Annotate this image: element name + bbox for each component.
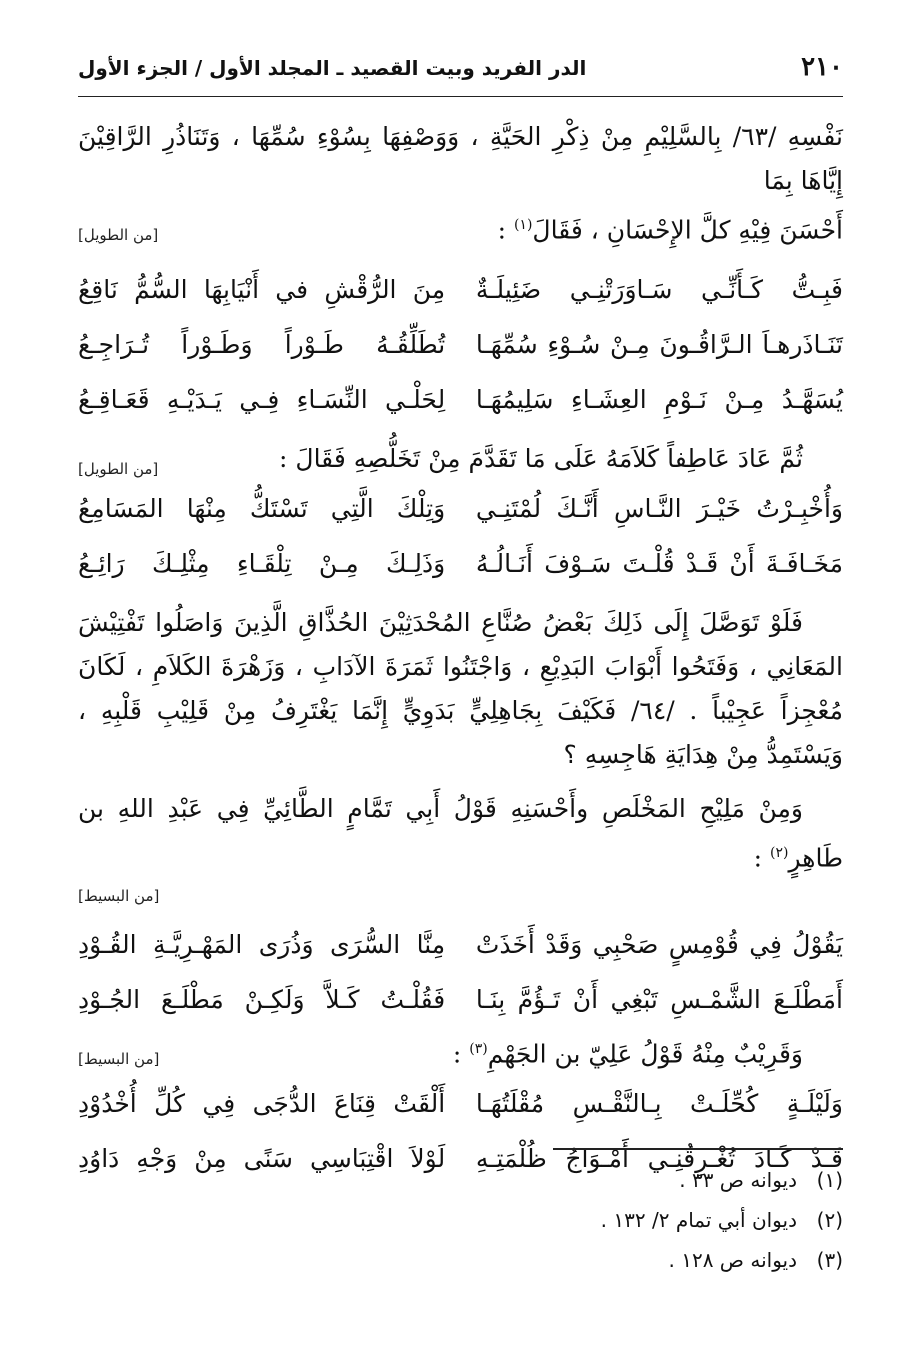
footnote-text: ديوانه ص ١٢٨ . <box>668 1248 797 1272</box>
second-hemistich: لَوْلاَ اقْتِبَاسِي سَنًى مِنْ وَجْهِ دَاوُدِ <box>78 1143 446 1173</box>
running-title: الدر الفريد وبيت القصيد ـ المجلد الأول / الجزء الأول <box>78 56 587 80</box>
verse-line <box>78 536 843 591</box>
paragraph-4-text: وَمِنْ مَلِيْحِ المَخْلَصِ وأَحْسَنِهِ قَوْلُ أَبِي تَمَّامٍ الطَّائِيِّ فِي عَبْدِ اللهِ بن طَاهِرٍ <box>78 794 843 873</box>
second-hemistich: لِحَلْـي النِّسَـاءِ فِـي يَـدَيْـهِ قَعَـاقِـعُ <box>78 385 446 415</box>
footnote-ref-3: (٣) <box>469 1040 488 1057</box>
meter-line-3 <box>78 881 843 917</box>
second-hemistich: وَتِلْكَ الَّتِي تَسْتَكُّ مِنْهَا المَسَامِعُ <box>78 494 446 524</box>
second-hemistich: وَذَلِـكَ مِـنْ تِلْقَـاءِ مِثْلِـكَ رَائِـعُ <box>78 549 446 579</box>
second-hemistich: فَقُلْـتُ كَـلاَّ وَلَكِـنْ مَطْلَـعَ الجُـوْدِ <box>78 984 446 1014</box>
footnote-item <box>78 1240 843 1280</box>
first-hemistich: مَخَـافَـةَ أَنْ قَـدْ قُلْـتَ سَـوْفَ أَنَـالُـهُ <box>475 549 843 579</box>
meter-label-3: [من البسيط] <box>78 886 160 905</box>
paragraph-1-text: أَحْسَنَ فِيْهِ كلَّ الإِحْسَانِ ، فَقَالَ <box>532 215 843 245</box>
paragraph-1-line-2 <box>78 203 843 252</box>
second-hemistich: مِنَ الرُّقْشِ في أَنْيَابِهَا السُّمُّ نَاقِعُ <box>78 275 446 305</box>
footnote-item <box>78 1160 843 1200</box>
paragraph-2-text: ثُمَّ عَادَ عَاطِفاً كَلاَمَهُ عَلَى مَا تَقَدَّمَ مِنْ تَخَلُّصِهِ فَقَالَ : <box>279 444 803 474</box>
second-hemistich: مِنَّا السُّرَى وَذُرَى المَهْـرِيَّـةِ القُـوْدِ <box>78 929 446 959</box>
verse-line <box>78 972 843 1027</box>
paragraph-5-text: وَقَرِيْبٌ مِنْهُ قَوْلُ عَلِيّ بن الجَهْمِ <box>487 1038 803 1068</box>
paragraph-3: فَلَوْ تَوَصَّلَ إِلَى ذَلِكَ بَعْضُ صُنَّاعِ المُحْدَثِيْنَ الحُذَّاقِ الَّذِينَ وَاصَلُوا تَفْتِيْشَ المَعَانِي ، وَفَتَحُوا أَبْوَابَ البَدِيْعِ ، وَاجْتَنُوا ثَمَرَةَ الآدَابِ ، وَزَهْرَةَ الكَلاَمِ ، لَكَانَ مُعْجِزاً عَجِيْباً . /٦٤/ فَكَيْفَ بِجَاهِلِيٍّ بَدَوِيٍّ إِنَّمَا يَغْتَرِفُ مِنْ قَلِيْبِ قَلْبِهِ ، وَيَسْتَمِدُّ مِنْ هِدَايَةِ هَاجِسِهِ ؟ <box>78 608 844 770</box>
paragraph-2 <box>78 437 843 481</box>
footnotes <box>78 1148 843 1280</box>
first-hemistich: يَقُوْلُ فِي قُوْمِسٍ صَحْبِي وَقَدْ أَخَذَتْ <box>475 929 843 959</box>
footnote-text: ديوانه ص ٣٣ . <box>679 1168 797 1192</box>
meter-label-1: [من الطويل] <box>78 226 159 244</box>
footnote-number: (٣) <box>816 1248 843 1272</box>
colon: : <box>497 215 514 245</box>
first-hemistich: وَلَيْلَـةٍ كُحِّلَـتْ بِـالنَّقْـسِ مُقْلَتُهَـا <box>475 1088 843 1118</box>
colon: : <box>452 1038 470 1068</box>
first-hemistich: وَأُخْبِـرْتُ خَيْـرَ النَّـاسِ أَنَّـكَ لُمْتَنِـي <box>475 494 843 524</box>
verse-line <box>78 372 843 427</box>
meter-label-2: [من الطويل] <box>78 460 159 479</box>
poem-3 <box>78 917 843 1027</box>
first-hemistich: يُسَهَّـدُ مِـنْ نَـوْمِ العِشَـاءِ سَلِيمُهَـا <box>475 385 843 415</box>
poem-1 <box>78 262 843 427</box>
colon: : <box>753 843 771 873</box>
second-hemistich: أَلْقَتْ قِنَاعَ الدُّجَى فِي كُلِّ أُخْدُوْدِ <box>78 1088 446 1118</box>
first-hemistich: أَمَطْلَـعَ الشَّمْـسِ تَبْغِي أَنْ تَـؤُمَّ بِنَـا <box>475 984 843 1014</box>
first-hemistich: فَبِـتُّ كَـأَنِّـي سَـاوَرَتْنِـي ضَئِيلَـةٌ <box>475 275 843 305</box>
page-body <box>78 52 843 1186</box>
verse-line <box>78 262 843 317</box>
first-hemistich: قَـدْ كَـادَ تُغْـرِقُنِـي أَمْـوَاجُ ظُلْمَتِـهِ <box>475 1143 843 1173</box>
verse-line <box>78 917 843 972</box>
first-hemistich: تَنَـاذَرهـاَ الـرَّاقُـونَ مِـنْ سُـوْءِ سُمِّهَـا <box>475 330 843 360</box>
paragraph-1-line-1: نَفْسِهِ /٦٣/ بِالسَّلِيْمِ مِنْ ذِكْرِ الحَيَّةِ ، وَوَصْفِهَا بِسُوْءِ سُمِّهَا ، وَتَنَاذُرِ الرَّاقِيْنَ إِيَّاهَا بِمَا <box>78 122 843 195</box>
page-number: ٢١٠ <box>801 52 843 82</box>
verse-line <box>78 1076 843 1131</box>
footnote-number: (٢) <box>816 1208 843 1232</box>
paragraph-4 <box>78 787 843 880</box>
page-header <box>78 52 843 97</box>
footnote-item <box>78 1200 843 1240</box>
footnote-ref-1: (١) <box>513 217 533 233</box>
second-hemistich: تُطَلِّقُـهُ طَـوْراً وَطَـوْراً تُـرَاجِـعُ <box>78 330 446 360</box>
footnote-number: (١) <box>816 1168 843 1192</box>
meter-label-4: [من البسيط] <box>78 1049 160 1068</box>
poem-2 <box>78 481 843 591</box>
verse-line <box>78 317 843 372</box>
footnote-text: ديوان أبي تمام ٢/ ١٣٢ . <box>600 1208 797 1232</box>
paragraph-5 <box>78 1027 843 1076</box>
footnote-ref-2: (٢) <box>770 845 789 862</box>
